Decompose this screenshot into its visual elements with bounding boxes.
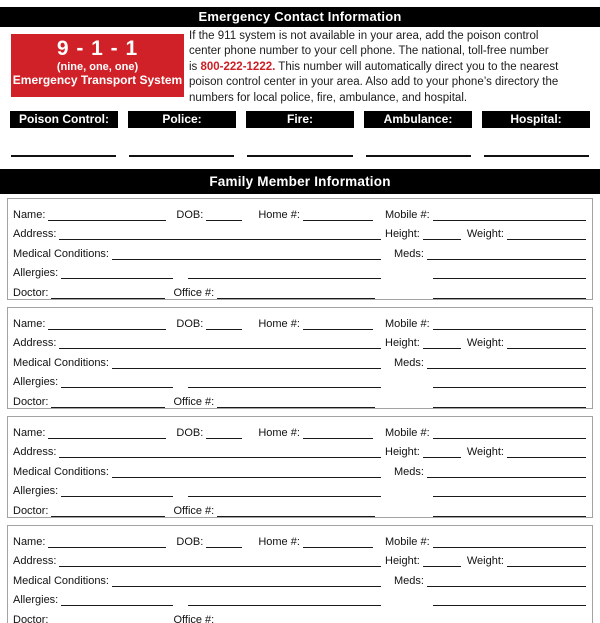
name-label: Name:	[13, 208, 46, 221]
office-phone-label: Office #:	[173, 395, 215, 408]
badge-911-caption: Emergency Transport System	[12, 73, 183, 87]
height-write-in-line[interactable]	[423, 454, 461, 458]
dob-write-in-line[interactable]	[206, 435, 242, 439]
allergies-write-in-line[interactable]	[61, 493, 173, 497]
mobile-phone-label: Mobile #:	[385, 426, 430, 439]
badge-911	[11, 34, 184, 97]
weight-write-in-line[interactable]	[507, 345, 586, 349]
name-row	[13, 312, 586, 332]
mobile-phone-label: Mobile #:	[385, 208, 430, 221]
doctor-row	[13, 608, 586, 623]
doctor-label: Doctor:	[13, 395, 49, 408]
meds-write-in-line[interactable]	[427, 583, 586, 587]
address-label: Address:	[13, 337, 57, 349]
name-write-in-line[interactable]	[48, 544, 166, 548]
height-label: Height:	[385, 337, 420, 349]
medical-conditions-label: Medical Conditions:	[13, 574, 109, 587]
home-phone-write-in-line[interactable]	[303, 544, 373, 548]
weight-label: Weight:	[466, 228, 504, 240]
mobile-phone-write-in-line[interactable]	[433, 544, 586, 548]
allergies-label: Allergies:	[13, 594, 59, 606]
fire-write-in-line[interactable]	[247, 155, 352, 157]
office-phone-label: Office #:	[173, 286, 215, 299]
allergies-right-write-in-line[interactable]	[433, 602, 586, 606]
weight-label: Weight:	[466, 446, 504, 458]
doctor-label: Doctor:	[13, 504, 49, 517]
doctor-label: Doctor:	[13, 286, 49, 299]
family-member-box	[7, 525, 593, 623]
doctor-write-in-line[interactable]	[51, 295, 165, 299]
home-phone-label: Home #:	[258, 208, 300, 221]
weight-label: Weight:	[466, 555, 504, 567]
height-label: Height:	[385, 555, 420, 567]
medical-conditions-label: Medical Conditions:	[13, 247, 109, 260]
home-phone-label: Home #:	[258, 317, 300, 330]
contact-label-police: Police:	[128, 111, 236, 128]
instructions-line	[189, 60, 593, 75]
meds-write-in-line[interactable]	[427, 256, 586, 260]
height-write-in-line[interactable]	[423, 345, 461, 349]
instructions-line3-before: is	[189, 60, 201, 73]
allergies-extra-write-in-line[interactable]	[188, 275, 381, 279]
height-label: Height:	[385, 446, 420, 458]
instructions-line3-after: This number will automatically direct you to the nearest	[275, 60, 559, 73]
dob-label: DOB:	[176, 535, 204, 548]
doctor-row	[13, 281, 586, 301]
address-write-in-line[interactable]	[59, 563, 381, 567]
doctor-write-in-line[interactable]	[51, 513, 165, 517]
allergies-label: Allergies:	[13, 376, 59, 388]
dob-write-in-line[interactable]	[206, 544, 242, 548]
medical-conditions-row	[13, 351, 586, 371]
emergency-section-header	[0, 7, 600, 27]
meds-label: Meds:	[394, 247, 424, 260]
instructions-line: poison control center in your area. Also add to your phone’s directory the	[189, 76, 559, 89]
allergies-row	[13, 371, 586, 391]
allergies-write-in-line[interactable]	[61, 602, 173, 606]
address-write-in-line[interactable]	[59, 454, 381, 458]
family-section-title: Family Member Information	[209, 174, 391, 189]
meds-label: Meds:	[394, 356, 424, 369]
medical-conditions-row	[13, 460, 586, 480]
family-boxes	[7, 198, 593, 623]
medical-conditions-row	[13, 242, 586, 262]
mobile-phone-label: Mobile #:	[385, 317, 430, 330]
address-label: Address:	[13, 446, 57, 458]
home-phone-label: Home #:	[258, 535, 300, 548]
contact-label-row	[10, 111, 590, 128]
instructions-line: If the 911 system is not available in your area, add the poison control	[189, 30, 539, 42]
family-member-box	[7, 198, 593, 300]
allergies-label: Allergies:	[13, 485, 59, 497]
name-write-in-line[interactable]	[48, 435, 166, 439]
doctor-right-write-in-line[interactable]	[433, 295, 586, 299]
poison-control-write-in-line[interactable]	[11, 155, 116, 157]
address-write-in-line[interactable]	[59, 236, 381, 240]
name-row	[13, 530, 586, 550]
mobile-phone-write-in-line[interactable]	[433, 217, 586, 221]
weight-write-in-line[interactable]	[507, 236, 586, 240]
weight-write-in-line[interactable]	[507, 563, 586, 567]
address-row	[13, 441, 586, 461]
medical-conditions-write-in-line[interactable]	[112, 583, 381, 587]
home-phone-write-in-line[interactable]	[303, 217, 373, 221]
meds-label: Meds:	[394, 465, 424, 478]
dob-write-in-line[interactable]	[206, 326, 242, 330]
name-row	[13, 421, 586, 441]
name-label: Name:	[13, 426, 46, 439]
meds-label: Meds:	[394, 574, 424, 587]
name-write-in-line[interactable]	[48, 326, 166, 330]
instructions-line: center phone number to your cell phone. The national, toll-free number	[189, 45, 549, 58]
home-phone-write-in-line[interactable]	[303, 435, 373, 439]
name-label: Name:	[13, 317, 46, 330]
emergency-section-title: Emergency Contact Information	[198, 9, 402, 24]
medical-conditions-label: Medical Conditions:	[13, 465, 109, 478]
allergies-label: Allergies:	[13, 267, 59, 279]
meds-write-in-line[interactable]	[427, 474, 586, 478]
allergies-row	[13, 480, 586, 500]
name-label: Name:	[13, 535, 46, 548]
dob-label: DOB:	[176, 317, 204, 330]
weight-label: Weight:	[466, 337, 504, 349]
hospital-write-in-line[interactable]	[484, 155, 589, 157]
allergies-extra-write-in-line[interactable]	[188, 602, 381, 606]
doctor-write-in-line[interactable]	[51, 404, 165, 408]
height-write-in-line[interactable]	[423, 236, 461, 240]
doctor-right-write-in-line[interactable]	[433, 513, 586, 517]
doctor-right-write-in-line[interactable]	[433, 404, 586, 408]
medical-conditions-row	[13, 569, 586, 589]
family-member-box	[7, 307, 593, 409]
dob-write-in-line[interactable]	[206, 217, 242, 221]
home-phone-label: Home #:	[258, 426, 300, 439]
poison-control-phone-number: 800-222-1222.	[200, 60, 276, 73]
dob-label: DOB:	[176, 208, 204, 221]
office-phone-write-in-line[interactable]	[217, 404, 375, 408]
contact-label-fire: Fire:	[246, 111, 354, 128]
allergies-extra-write-in-line[interactable]	[188, 384, 381, 388]
name-row	[13, 203, 586, 223]
poison-control-instructions	[189, 29, 593, 106]
address-label: Address:	[13, 555, 57, 567]
badge-911-subtitle: (nine, one, one)	[56, 61, 139, 73]
medical-conditions-write-in-line[interactable]	[112, 365, 381, 369]
allergies-right-write-in-line[interactable]	[433, 384, 586, 388]
medical-conditions-label: Medical Conditions:	[13, 356, 109, 369]
address-row	[13, 332, 586, 352]
address-write-in-line[interactable]	[59, 345, 381, 349]
height-label: Height:	[385, 228, 420, 240]
allergies-write-in-line[interactable]	[61, 384, 173, 388]
meds-write-in-line[interactable]	[427, 365, 586, 369]
ambulance-write-in-line[interactable]	[366, 155, 471, 157]
contact-write-in-row	[11, 155, 589, 157]
doctor-label: Doctor:	[13, 613, 49, 623]
address-label: Address:	[13, 228, 57, 240]
contact-label-hospital: Hospital:	[482, 111, 590, 128]
family-section-header	[0, 169, 600, 194]
mobile-phone-label: Mobile #:	[385, 535, 430, 548]
office-phone-write-in-line[interactable]	[217, 513, 375, 517]
contact-label-poison-control: Poison Control:	[10, 111, 118, 128]
allergies-row	[13, 589, 586, 609]
office-phone-label: Office #:	[173, 613, 215, 623]
address-row	[13, 223, 586, 243]
contact-label-ambulance: Ambulance:	[364, 111, 472, 128]
allergies-right-write-in-line[interactable]	[433, 275, 586, 279]
height-write-in-line[interactable]	[423, 563, 461, 567]
medical-conditions-write-in-line[interactable]	[112, 474, 381, 478]
allergies-row	[13, 262, 586, 282]
police-write-in-line[interactable]	[129, 155, 234, 157]
family-member-box	[7, 416, 593, 518]
dob-label: DOB:	[176, 426, 204, 439]
office-phone-label: Office #:	[173, 504, 215, 517]
name-write-in-line[interactable]	[48, 217, 166, 221]
office-phone-write-in-line[interactable]	[217, 295, 375, 299]
mobile-phone-write-in-line[interactable]	[433, 326, 586, 330]
doctor-row	[13, 390, 586, 410]
doctor-row	[13, 499, 586, 519]
home-phone-write-in-line[interactable]	[303, 326, 373, 330]
allergies-extra-write-in-line[interactable]	[188, 493, 381, 497]
allergies-right-write-in-line[interactable]	[433, 493, 586, 497]
mobile-phone-write-in-line[interactable]	[433, 435, 586, 439]
instructions-line: numbers for local police, fire, ambulance, and hospital.	[189, 91, 468, 104]
address-row	[13, 550, 586, 570]
medical-conditions-write-in-line[interactable]	[112, 256, 381, 260]
badge-911-number: 9 - 1 - 1	[56, 37, 139, 60]
allergies-write-in-line[interactable]	[61, 275, 173, 279]
weight-write-in-line[interactable]	[507, 454, 586, 458]
